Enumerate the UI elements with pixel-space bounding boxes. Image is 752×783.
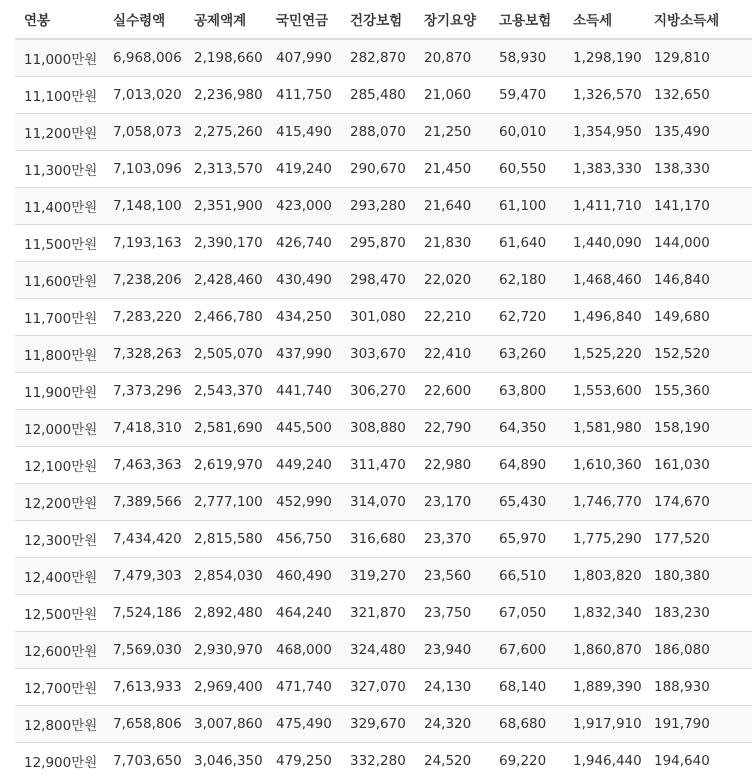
health-insurance-cell: 314,070 — [341, 484, 415, 521]
national-pension-cell: 460,490 — [267, 558, 341, 595]
income-tax-cell: 1,411,710 — [564, 188, 645, 225]
employment-insurance-cell: 68,140 — [490, 669, 564, 706]
health-insurance-cell: 329,670 — [341, 706, 415, 743]
employment-insurance-cell: 64,890 — [490, 447, 564, 484]
table-row — [15, 114, 752, 151]
long-term-care-cell: 24,320 — [415, 706, 490, 743]
national-pension-cell: 415,490 — [267, 114, 341, 151]
salary-table — [15, 0, 752, 779]
national-pension-cell: 423,000 — [267, 188, 341, 225]
table-row — [15, 743, 752, 780]
local-income-tax-cell: 194,640 — [645, 743, 752, 780]
total-deductions-cell: 2,892,480 — [185, 595, 267, 632]
health-insurance-cell: 306,270 — [341, 373, 415, 410]
health-insurance-cell: 319,270 — [341, 558, 415, 595]
long-term-care-cell: 24,520 — [415, 743, 490, 780]
total-deductions-cell: 2,313,570 — [185, 151, 267, 188]
table-row — [15, 225, 752, 262]
health-insurance-cell: 327,070 — [341, 669, 415, 706]
annual-salary-cell: 12,800만원 — [15, 706, 104, 743]
income-tax-cell: 1,775,290 — [564, 521, 645, 558]
local-income-tax-cell: 152,520 — [645, 336, 752, 373]
total-deductions-cell: 2,428,460 — [185, 262, 267, 299]
net-pay-cell: 7,613,933 — [104, 669, 185, 706]
net-pay-cell: 7,569,030 — [104, 632, 185, 669]
national-pension-cell: 419,240 — [267, 151, 341, 188]
national-pension-cell: 464,240 — [267, 595, 341, 632]
table-row — [15, 373, 752, 410]
local-income-tax-cell: 144,000 — [645, 225, 752, 262]
income-tax-cell: 1,553,600 — [564, 373, 645, 410]
local-income-tax-cell: 155,360 — [645, 373, 752, 410]
income-tax-cell: 1,525,220 — [564, 336, 645, 373]
annual-salary-cell: 11,300만원 — [15, 151, 104, 188]
health-insurance-cell: 332,280 — [341, 743, 415, 780]
table-row — [15, 632, 752, 669]
income-tax-cell: 1,889,390 — [564, 669, 645, 706]
table-row — [15, 447, 752, 484]
local-income-tax-cell: 183,230 — [645, 595, 752, 632]
total-deductions-cell: 2,466,780 — [185, 299, 267, 336]
long-term-care-cell: 23,170 — [415, 484, 490, 521]
local-income-tax-cell: 158,190 — [645, 410, 752, 447]
health-insurance-cell: 290,670 — [341, 151, 415, 188]
header-total-deductions: 공제액계 — [185, 0, 267, 39]
local-income-tax-cell: 188,930 — [645, 669, 752, 706]
table-row — [15, 262, 752, 299]
total-deductions-cell: 2,236,980 — [185, 77, 267, 114]
table-body — [15, 39, 752, 779]
total-deductions-cell: 2,543,370 — [185, 373, 267, 410]
employment-insurance-cell: 69,220 — [490, 743, 564, 780]
net-pay-cell: 7,328,263 — [104, 336, 185, 373]
annual-salary-cell: 12,000만원 — [15, 410, 104, 447]
annual-salary-cell: 12,200만원 — [15, 484, 104, 521]
net-pay-cell: 7,658,806 — [104, 706, 185, 743]
header-employment-insurance: 고용보험 — [490, 0, 564, 39]
annual-salary-cell: 11,500만원 — [15, 225, 104, 262]
annual-salary-cell: 11,700만원 — [15, 299, 104, 336]
annual-salary-cell: 12,300만원 — [15, 521, 104, 558]
table-row — [15, 39, 752, 77]
income-tax-cell: 1,326,570 — [564, 77, 645, 114]
national-pension-cell: 426,740 — [267, 225, 341, 262]
health-insurance-cell: 288,070 — [341, 114, 415, 151]
health-insurance-cell: 311,470 — [341, 447, 415, 484]
income-tax-cell: 1,917,910 — [564, 706, 645, 743]
income-tax-cell: 1,610,360 — [564, 447, 645, 484]
health-insurance-cell: 301,080 — [341, 299, 415, 336]
header-row — [15, 0, 752, 39]
health-insurance-cell: 285,480 — [341, 77, 415, 114]
long-term-care-cell: 21,830 — [415, 225, 490, 262]
annual-salary-cell: 11,900만원 — [15, 373, 104, 410]
employment-insurance-cell: 58,930 — [490, 39, 564, 77]
total-deductions-cell: 2,390,170 — [185, 225, 267, 262]
table-row — [15, 484, 752, 521]
employment-insurance-cell: 62,720 — [490, 299, 564, 336]
net-pay-cell: 7,013,020 — [104, 77, 185, 114]
income-tax-cell: 1,832,340 — [564, 595, 645, 632]
header-net-pay: 실수령액 — [104, 0, 185, 39]
employment-insurance-cell: 67,050 — [490, 595, 564, 632]
table-row — [15, 595, 752, 632]
local-income-tax-cell: 161,030 — [645, 447, 752, 484]
national-pension-cell: 437,990 — [267, 336, 341, 373]
net-pay-cell: 7,193,163 — [104, 225, 185, 262]
income-tax-cell: 1,860,870 — [564, 632, 645, 669]
table-row — [15, 558, 752, 595]
net-pay-cell: 7,373,296 — [104, 373, 185, 410]
annual-salary-cell: 12,400만원 — [15, 558, 104, 595]
annual-salary-cell: 12,900만원 — [15, 743, 104, 780]
national-pension-cell: 434,250 — [267, 299, 341, 336]
total-deductions-cell: 2,619,970 — [185, 447, 267, 484]
long-term-care-cell: 24,130 — [415, 669, 490, 706]
employment-insurance-cell: 64,350 — [490, 410, 564, 447]
long-term-care-cell: 23,560 — [415, 558, 490, 595]
table-row — [15, 669, 752, 706]
table-row — [15, 706, 752, 743]
table-row — [15, 336, 752, 373]
national-pension-cell: 411,750 — [267, 77, 341, 114]
long-term-care-cell: 22,210 — [415, 299, 490, 336]
national-pension-cell: 471,740 — [267, 669, 341, 706]
health-insurance-cell: 321,870 — [341, 595, 415, 632]
local-income-tax-cell: 177,520 — [645, 521, 752, 558]
income-tax-cell: 1,440,090 — [564, 225, 645, 262]
employment-insurance-cell: 61,100 — [490, 188, 564, 225]
total-deductions-cell: 2,969,400 — [185, 669, 267, 706]
health-insurance-cell: 324,480 — [341, 632, 415, 669]
net-pay-cell: 7,238,206 — [104, 262, 185, 299]
local-income-tax-cell: 186,080 — [645, 632, 752, 669]
net-pay-cell: 7,524,186 — [104, 595, 185, 632]
long-term-care-cell: 22,410 — [415, 336, 490, 373]
total-deductions-cell: 2,275,260 — [185, 114, 267, 151]
table-header — [15, 0, 752, 39]
local-income-tax-cell: 191,790 — [645, 706, 752, 743]
local-income-tax-cell: 180,380 — [645, 558, 752, 595]
long-term-care-cell: 22,020 — [415, 262, 490, 299]
total-deductions-cell: 2,777,100 — [185, 484, 267, 521]
header-annual-salary: 연봉 — [15, 0, 104, 39]
long-term-care-cell: 22,980 — [415, 447, 490, 484]
long-term-care-cell: 21,250 — [415, 114, 490, 151]
header-income-tax: 소득세 — [564, 0, 645, 39]
total-deductions-cell: 2,505,070 — [185, 336, 267, 373]
employment-insurance-cell: 67,600 — [490, 632, 564, 669]
long-term-care-cell: 23,370 — [415, 521, 490, 558]
total-deductions-cell: 2,930,970 — [185, 632, 267, 669]
health-insurance-cell: 295,870 — [341, 225, 415, 262]
employment-insurance-cell: 68,680 — [490, 706, 564, 743]
table-row — [15, 299, 752, 336]
employment-insurance-cell: 61,640 — [490, 225, 564, 262]
local-income-tax-cell: 174,670 — [645, 484, 752, 521]
local-income-tax-cell: 138,330 — [645, 151, 752, 188]
national-pension-cell: 475,490 — [267, 706, 341, 743]
table-row — [15, 151, 752, 188]
national-pension-cell: 449,240 — [267, 447, 341, 484]
income-tax-cell: 1,354,950 — [564, 114, 645, 151]
net-pay-cell: 7,463,363 — [104, 447, 185, 484]
header-national-pension: 국민연금 — [267, 0, 341, 39]
local-income-tax-cell: 146,840 — [645, 262, 752, 299]
annual-salary-cell: 11,200만원 — [15, 114, 104, 151]
employment-insurance-cell: 66,510 — [490, 558, 564, 595]
local-income-tax-cell: 135,490 — [645, 114, 752, 151]
annual-salary-cell: 11,600만원 — [15, 262, 104, 299]
total-deductions-cell: 2,351,900 — [185, 188, 267, 225]
net-pay-cell: 7,103,096 — [104, 151, 185, 188]
income-tax-cell: 1,383,330 — [564, 151, 645, 188]
employment-insurance-cell: 59,470 — [490, 77, 564, 114]
annual-salary-cell: 12,500만원 — [15, 595, 104, 632]
annual-salary-cell: 11,100만원 — [15, 77, 104, 114]
health-insurance-cell: 282,870 — [341, 39, 415, 77]
long-term-care-cell: 21,450 — [415, 151, 490, 188]
long-term-care-cell: 21,640 — [415, 188, 490, 225]
employment-insurance-cell: 60,010 — [490, 114, 564, 151]
table-row — [15, 77, 752, 114]
net-pay-cell: 7,479,303 — [104, 558, 185, 595]
national-pension-cell: 452,990 — [267, 484, 341, 521]
health-insurance-cell: 316,680 — [341, 521, 415, 558]
annual-salary-cell: 11,400만원 — [15, 188, 104, 225]
income-tax-cell: 1,468,460 — [564, 262, 645, 299]
net-pay-cell: 7,283,220 — [104, 299, 185, 336]
net-pay-cell: 7,703,650 — [104, 743, 185, 780]
local-income-tax-cell: 149,680 — [645, 299, 752, 336]
total-deductions-cell: 2,854,030 — [185, 558, 267, 595]
health-insurance-cell: 303,670 — [341, 336, 415, 373]
header-local-income-tax: 지방소득세 — [645, 0, 752, 39]
long-term-care-cell: 21,060 — [415, 77, 490, 114]
local-income-tax-cell: 129,810 — [645, 39, 752, 77]
income-tax-cell: 1,803,820 — [564, 558, 645, 595]
net-pay-cell: 7,058,073 — [104, 114, 185, 151]
long-term-care-cell: 22,790 — [415, 410, 490, 447]
annual-salary-cell: 12,600만원 — [15, 632, 104, 669]
health-insurance-cell: 298,470 — [341, 262, 415, 299]
annual-salary-cell: 11,000만원 — [15, 39, 104, 77]
net-pay-cell: 6,968,006 — [104, 39, 185, 77]
local-income-tax-cell: 141,170 — [645, 188, 752, 225]
total-deductions-cell: 2,198,660 — [185, 39, 267, 77]
income-tax-cell: 1,298,190 — [564, 39, 645, 77]
national-pension-cell: 430,490 — [267, 262, 341, 299]
annual-salary-cell: 11,800만원 — [15, 336, 104, 373]
employment-insurance-cell: 63,800 — [490, 373, 564, 410]
table-row — [15, 188, 752, 225]
national-pension-cell: 407,990 — [267, 39, 341, 77]
employment-insurance-cell: 65,430 — [490, 484, 564, 521]
long-term-care-cell: 23,940 — [415, 632, 490, 669]
header-long-term-care: 장기요양 — [415, 0, 490, 39]
total-deductions-cell: 3,046,350 — [185, 743, 267, 780]
national-pension-cell: 468,000 — [267, 632, 341, 669]
national-pension-cell: 456,750 — [267, 521, 341, 558]
employment-insurance-cell: 62,180 — [490, 262, 564, 299]
header-health-insurance: 건강보험 — [341, 0, 415, 39]
income-tax-cell: 1,946,440 — [564, 743, 645, 780]
long-term-care-cell: 23,750 — [415, 595, 490, 632]
income-tax-cell: 1,746,770 — [564, 484, 645, 521]
annual-salary-cell: 12,100만원 — [15, 447, 104, 484]
net-pay-cell: 7,418,310 — [104, 410, 185, 447]
health-insurance-cell: 308,880 — [341, 410, 415, 447]
net-pay-cell: 7,148,100 — [104, 188, 185, 225]
table-row — [15, 521, 752, 558]
national-pension-cell: 445,500 — [267, 410, 341, 447]
annual-salary-cell: 12,700만원 — [15, 669, 104, 706]
net-pay-cell: 7,434,420 — [104, 521, 185, 558]
health-insurance-cell: 293,280 — [341, 188, 415, 225]
local-income-tax-cell: 132,650 — [645, 77, 752, 114]
net-pay-cell: 7,389,566 — [104, 484, 185, 521]
employment-insurance-cell: 63,260 — [490, 336, 564, 373]
long-term-care-cell: 22,600 — [415, 373, 490, 410]
total-deductions-cell: 2,581,690 — [185, 410, 267, 447]
national-pension-cell: 441,740 — [267, 373, 341, 410]
national-pension-cell: 479,250 — [267, 743, 341, 780]
long-term-care-cell: 20,870 — [415, 39, 490, 77]
employment-insurance-cell: 60,550 — [490, 151, 564, 188]
employment-insurance-cell: 65,970 — [490, 521, 564, 558]
total-deductions-cell: 3,007,860 — [185, 706, 267, 743]
income-tax-cell: 1,581,980 — [564, 410, 645, 447]
table-row — [15, 410, 752, 447]
income-tax-cell: 1,496,840 — [564, 299, 645, 336]
total-deductions-cell: 2,815,580 — [185, 521, 267, 558]
